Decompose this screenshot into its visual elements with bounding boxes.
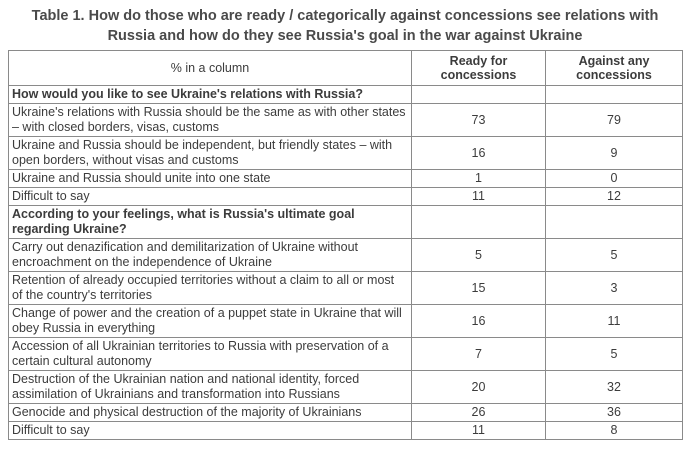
- table-row: [9, 239, 683, 272]
- ready-value: 15: [412, 272, 546, 305]
- against-value: 5: [546, 338, 683, 371]
- against-value: 9: [546, 137, 683, 170]
- section-header-row: [9, 206, 683, 239]
- against-value: 5: [546, 239, 683, 272]
- against-value: 79: [546, 104, 683, 137]
- table-row: [9, 137, 683, 170]
- table-row: [9, 422, 683, 440]
- section-header-row: [9, 86, 683, 104]
- ready-value: 11: [412, 422, 546, 440]
- section-title: According to your feelings, what is Russia's ultimate goal regarding Ukraine?: [9, 206, 412, 239]
- ready-value: 7: [412, 338, 546, 371]
- table-title: [0, 0, 690, 46]
- against-value: 12: [546, 188, 683, 206]
- row-label: Genocide and physical destruction of the majority of Ukrainians: [9, 404, 412, 422]
- against-value: 3: [546, 272, 683, 305]
- row-label: Ukraine and Russia should unite into one state: [9, 170, 412, 188]
- ready-value: 20: [412, 371, 546, 404]
- row-label: Destruction of the Ukrainian nation and national identity, forced assimilation of Ukrainians and transformation into Russians: [9, 371, 412, 404]
- section-title: How would you like to see Ukraine's relations with Russia?: [9, 86, 412, 104]
- ready-value: 1: [412, 170, 546, 188]
- ready-value: 16: [412, 137, 546, 170]
- against-value: 32: [546, 371, 683, 404]
- ready-value: 73: [412, 104, 546, 137]
- against-value: 8: [546, 422, 683, 440]
- against-value: 11: [546, 305, 683, 338]
- row-label: Carry out denazification and demilitarization of Ukraine without encroachment on the independence of Ukraine: [9, 239, 412, 272]
- table-row: [9, 404, 683, 422]
- table-row: [9, 272, 683, 305]
- ready-value: 26: [412, 404, 546, 422]
- header-ready: Ready for concessions: [412, 51, 546, 86]
- column-caption: % in a column: [9, 51, 412, 86]
- ready-value: 11: [412, 188, 546, 206]
- ready-value: 5: [412, 239, 546, 272]
- table-row: [9, 338, 683, 371]
- table-row: [9, 104, 683, 137]
- row-label: Retention of already occupied territories without a claim to all or most of the country's territories: [9, 272, 412, 305]
- table-row: [9, 305, 683, 338]
- table-title-line-1: Table 1. How do those who are ready / categorically against concessions see relations with: [31, 8, 659, 24]
- against-value: 36: [546, 404, 683, 422]
- row-label: Difficult to say: [9, 188, 412, 206]
- table-row: [9, 371, 683, 404]
- survey-table: [8, 50, 683, 440]
- row-label: Ukraine's relations with Russia should be the same as with other states – with closed borders, visas, customs: [9, 104, 412, 137]
- against-value: 0: [546, 170, 683, 188]
- table-row: [9, 188, 683, 206]
- header-row: [9, 51, 683, 86]
- header-against: Against any concessions: [546, 51, 683, 86]
- table-title-line-2: Russia and how do they see Russia's goal in the war against Ukraine: [107, 28, 583, 44]
- row-label: Change of power and the creation of a puppet state in Ukraine that will obey Russia in everything: [9, 305, 412, 338]
- row-label: Difficult to say: [9, 422, 412, 440]
- row-label: Ukraine and Russia should be independent, but friendly states – with open borders, without visas and customs: [9, 137, 412, 170]
- table-row: [9, 170, 683, 188]
- row-label: Accession of all Ukrainian territories to Russia with preservation of a certain cultural autonomy: [9, 338, 412, 371]
- ready-value: 16: [412, 305, 546, 338]
